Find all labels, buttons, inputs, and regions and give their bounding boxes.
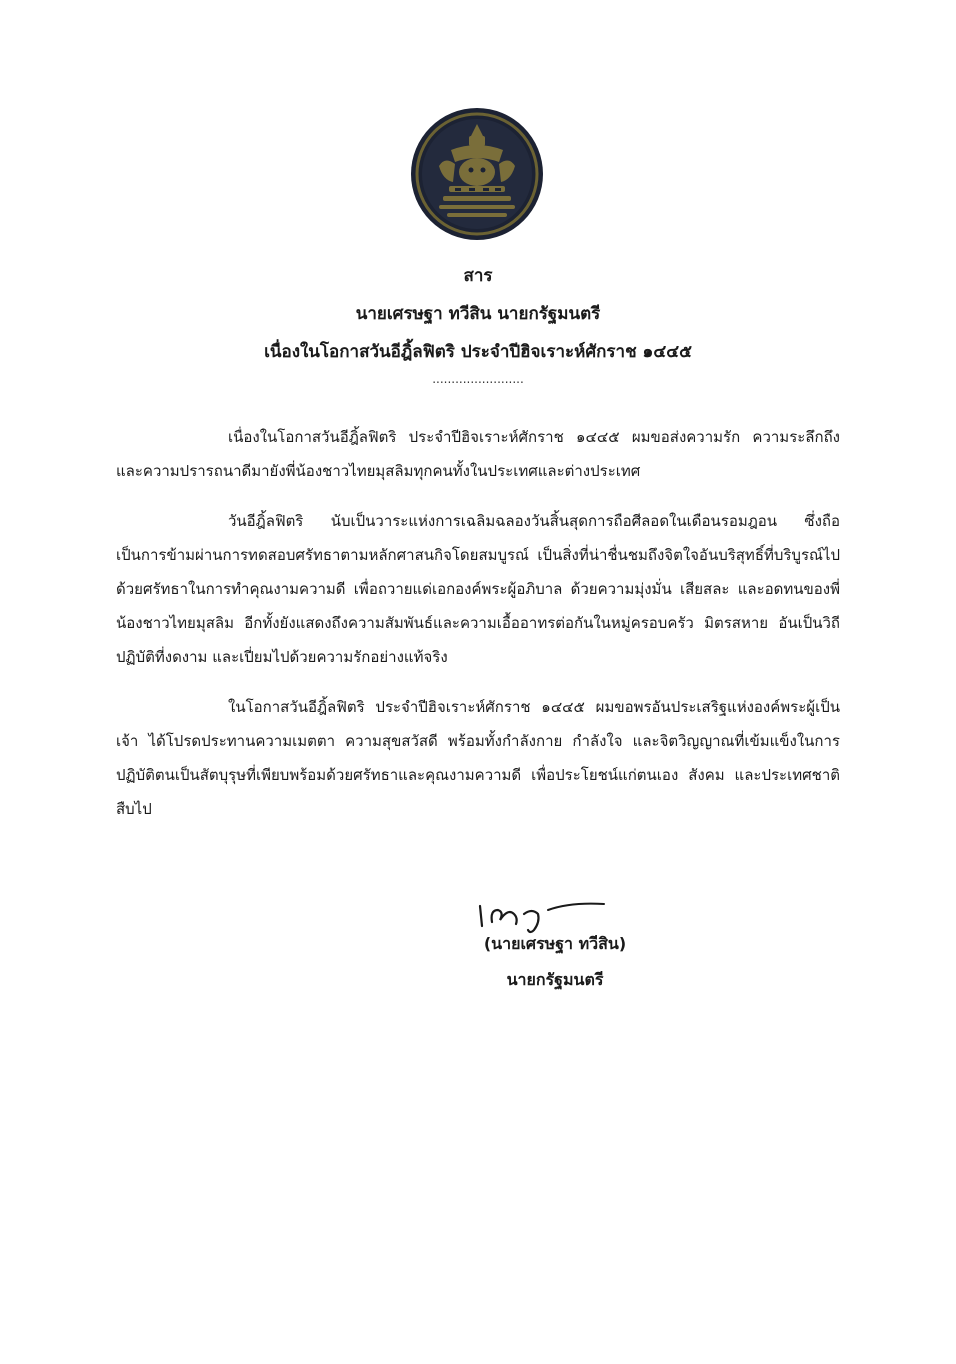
dotted-divider: ........................ [432,372,524,386]
author-line: นายเศรษฐา ทวีสิน นายกรัฐมนตรี [355,304,601,324]
paragraph-greeting: เนื่องในโอกาสวันอีฎิ้ลฟิตริ ประจำปีฮิจเราะห์ศักราช ๑๔๔๕ ผมขอส่งความรัก ความระลึกถึง และความปรารถนาดีมายังพี่น้องชาวไทยมุสลิมทุกคนทั้งในประเทศและต่างประเทศ [116,428,840,480]
document-title: สาร [463,266,493,286]
signatory-title: นายกรัฐมนตรี [506,970,604,989]
paragraph-significance: วันอีฎิ้ลฟิตริ นับเป็นวาระแห่งการเฉลิมฉลองวันสิ้นสุดการถือศีลอดในเดือนรอมฎอน ซึ่งถือเป็นการข้ามผ่านการทดสอบศรัทธาตามหลักศาสนกิจโดยสมบูรณ์ เป็นสิ่งที่น่าชื่นชมถึงจิตใจอันบริสุทธิ์ที่บริบูรณ์ไปด้วยศรัทธาในการทำคุณงามความดี เพื่อถวายแด่เอกองค์พระผู้อภิบาล ด้วยความมุ่งมั่น เสียสละ และอดทนของพี่น้องชาวไทยมุสลิม อีกทั้งยังแสดงถึงความสัมพันธ์และความเอื้ออาทรต่อกันในหมู่ครอบครัว มิตรสหาย อันเป็นวิถีปฏิบัติที่งดงาม และเปี่ยมไปด้วยความรักอย่างแท้จริง [116,512,840,666]
government-seal-icon [409,106,545,242]
paragraph-blessing: ในโอกาสวันอีฎิ้ลฟิตริ ประจำปีฮิจเราะห์ศักราช ๑๔๔๕ ผมขอพรอันประเสริฐแห่งองค์พระผู้เป็นเจ้า ได้โปรดประทานความเมตตา ความสุขสวัสดี พร้อมทั้งกำลังกาย กำลังใจ และจิตวิญญาณที่เข้มแข็งในการปฏิบัติตนเป็นสัตบุรุษที่เพียบพร้อมด้วยศรัทธาและคุณงามความดี เพื่อประโยชน์แก่ตนเอง สังคม และประเทศชาติสืบไป [116,698,840,818]
message-body [116,420,840,842]
signatory-name: (นายเศรษฐา ทวีสิน) [483,934,627,953]
occasion-line: เนื่องในโอกาสวันอีฎิ้ลฟิตริ ประจำปีฮิจเราะห์ศักราช ๑๔๔๕ [264,342,692,362]
